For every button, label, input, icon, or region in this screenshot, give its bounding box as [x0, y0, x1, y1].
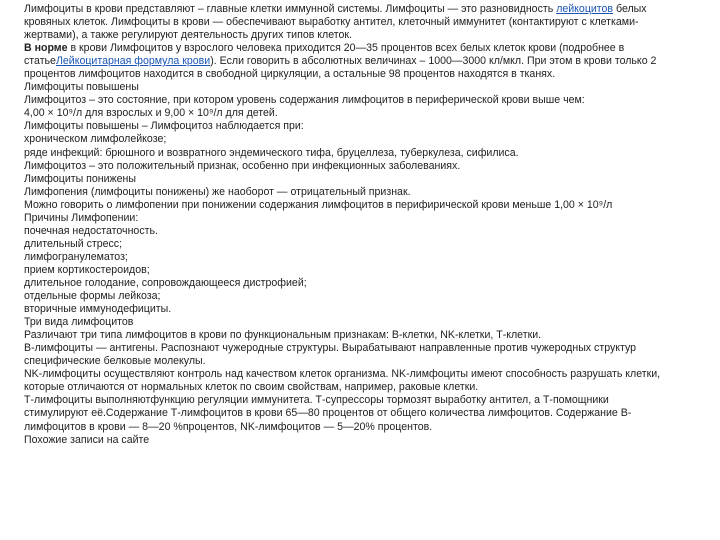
related-posts-line: Похожие записи на сайте — [24, 433, 150, 446]
intro-line-2: кровяных клеток. Лимфоциты в крови — обеспечивают выработку антител, клеточный иммунитет (контактируют с клетками- — [24, 16, 639, 29]
text-line: Причины Лимфопении: — [24, 211, 139, 224]
text-line: отдельные формы лейкоза; — [24, 290, 161, 303]
text-line: которые отличаются от нормальных клеток по своим свойствам, например, раковые клетки. — [24, 381, 479, 394]
text-line: Различают три типа лимфоцитов в крови по функциональным признакам: В-клетки, NK-клетки, Т-клетки. — [24, 329, 542, 342]
text-line: Лимфоциты понижены — [24, 172, 136, 185]
text-line: Лимфоциты повышены — [24, 81, 139, 94]
norm-bold: В норме — [24, 42, 68, 55]
text-line: Можно говорить о лимфопении при понижении содержания лимфоцитов в перифирической крови меньше 1,00 × 10⁹/л — [24, 198, 613, 211]
leukocyte-formula-link[interactable]: Лейкоцитарная формула крови — [55, 55, 211, 68]
text-line: вторичные иммунодефициты. — [24, 303, 172, 316]
text-line: стимулируют её.Содержание Т-лимфоцитов в крови 65—80 процентов от общего количества лимфоцитов. Содержание В- — [24, 407, 632, 420]
text-line: 4,00 × 10⁹/л для взрослых и 9,00 × 10⁹/л для детей. — [24, 107, 278, 120]
text-line: лимфоцитов в крови — 8—20 %процентов, NK-лимфоцитов — 5—20% процентов. — [24, 420, 433, 433]
intro-line-3: жертвами), а также регулируют деятельность других типов клеток. — [24, 29, 352, 42]
text-line: прием кортикостероидов; — [24, 263, 150, 276]
intro-line-1 — [24, 3, 706, 16]
norm-text-post: ). Если говорить в абсолютных величинах – 1000—3000 кл/мкл. При этом в крови только 2 — [210, 55, 657, 68]
leukocytes-link[interactable]: лейкоцитов — [556, 3, 614, 15]
text-line: Три вида лимфоцитов — [24, 316, 134, 329]
text-line: Лимфоцитоз – это положительный признак, особенно при инфекционных заболеваниях. — [24, 159, 461, 172]
text-line: NK-лимфоциты осуществляют контроль над качеством клеток организма. NK-лимфоциты имеют способность разрушать клетки, — [24, 368, 661, 381]
text-line: Лимфопения (лимфоциты понижены) же наоборот — отрицательный признак. — [24, 185, 411, 198]
text-line: хроническом лимфолейкозе; — [24, 133, 167, 146]
intro-text: Лимфоциты в крови представляют – главные клетки иммунной системы. Лимфоциты — это разновидность — [24, 3, 557, 15]
text-line: длительное голодание, сопровождающееся дистрофией; — [24, 276, 307, 289]
norm-text: в крови Лимфоцитов у взрослого человека приходится 20—35 процентов всех белых клеток крови (подробнее в — [67, 42, 625, 55]
norm-line-1 — [24, 42, 706, 55]
text-line: Т-лимфоциты выполняютфункцию регуляции иммунитета. Т-супрессоры тормозят выработку антител, а Т-помощники — [24, 394, 609, 407]
text-line: длительный стресс; — [24, 237, 123, 250]
text-line: В-лимфоциты — антигены. Распознают чужеродные структуры. Вырабатывают направленные против чужеродных структур — [24, 342, 637, 355]
norm-line-2 — [24, 55, 706, 68]
text-line: ряде инфекций: брюшного и возвратного эндемического тифа, бруцеллеза, туберкулеза, сифилиса. — [24, 146, 519, 159]
norm-text-pre: статье — [24, 55, 56, 68]
text-line: почечная недостаточность. — [24, 224, 158, 237]
norm-line-3: процентов лимфоцитов находится в свободной циркуляции, а остальные 98 процентов находятся в тканях. — [24, 68, 556, 81]
text-line: Лимфоциты повышены – Лимфоцитоз наблюдается при: — [24, 120, 304, 133]
text-line: лимфогранулематоз; — [24, 250, 128, 263]
text-line: Лимфоцитоз – это состояние, при котором уровень содержания лимфоцитов в периферической крови выше чем: — [24, 94, 585, 107]
text-line: специфические белковые молекулы. — [24, 355, 206, 368]
intro-text-tail: белых — [613, 3, 647, 15]
